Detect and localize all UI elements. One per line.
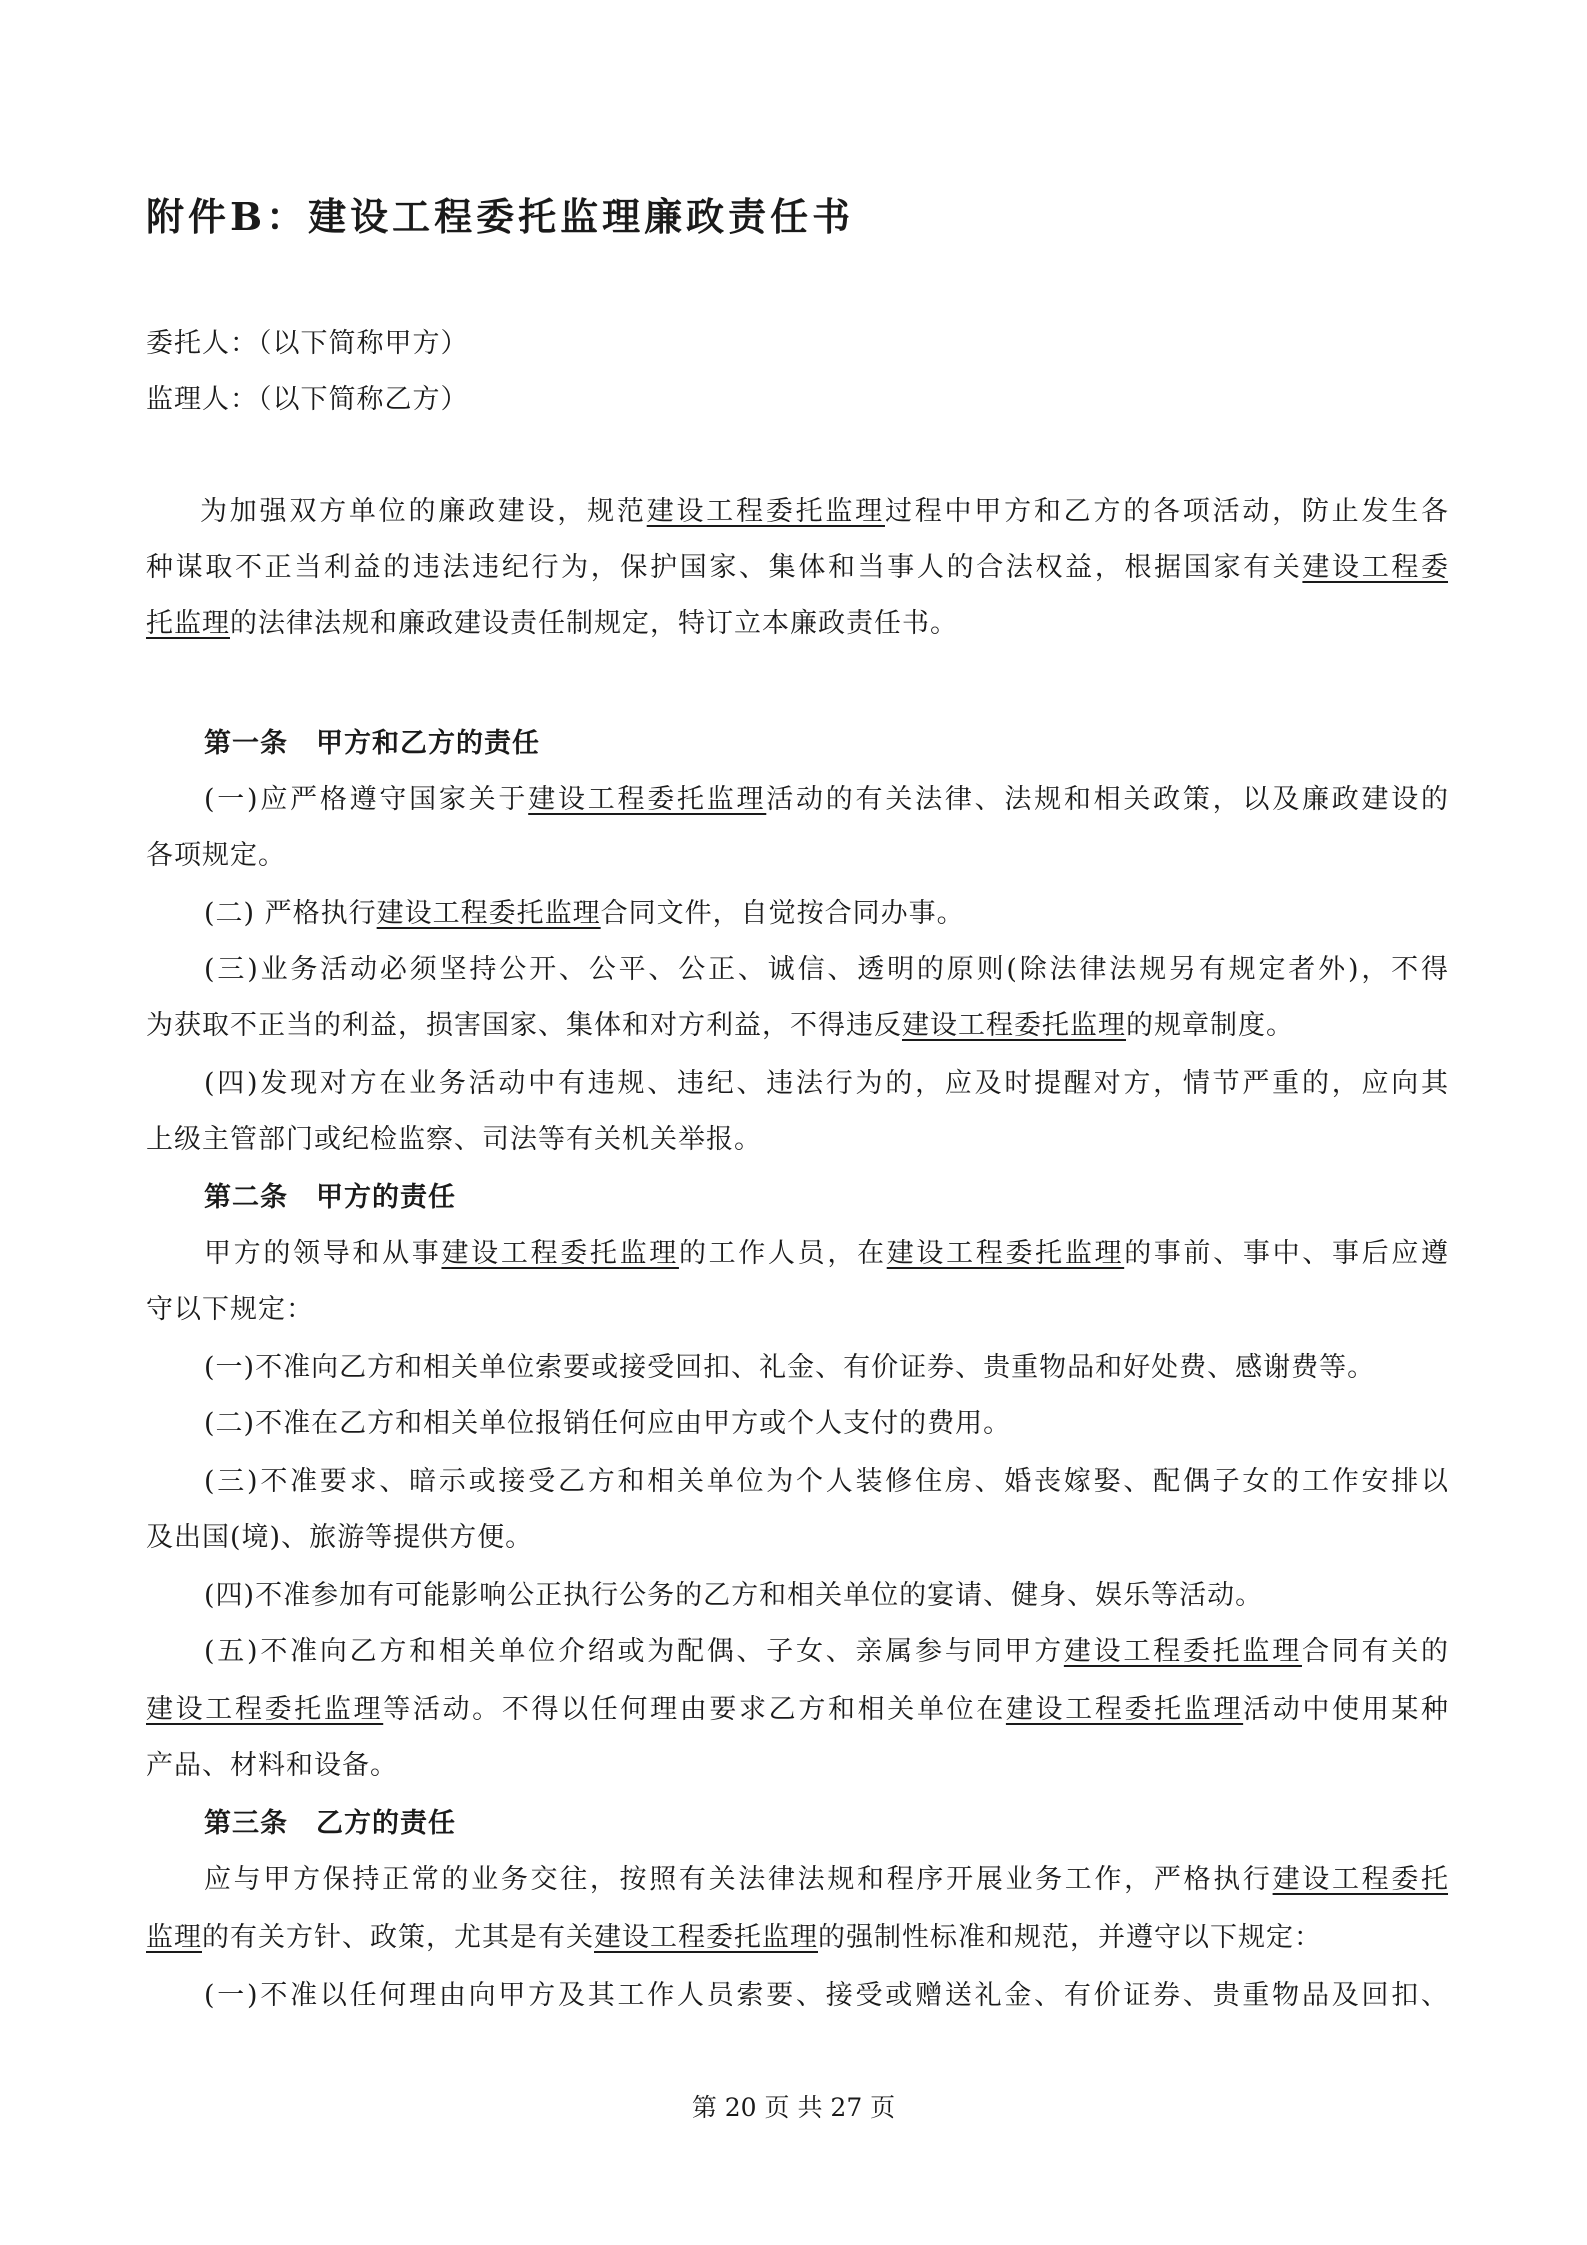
article-2-heading: 第二条 甲方的责任 — [204, 1182, 456, 1213]
article-3-heading: 第三条 乙方的责任 — [204, 1808, 456, 1839]
article-1-item-1-cont: 各项规定。 — [146, 840, 286, 871]
page-title: 附件B：建设工程委托监理廉政责任书 — [146, 194, 855, 239]
party-b-line: 监理人：（以下简称乙方） — [146, 384, 469, 415]
article-2-item-3: (三)不准要求、暗示或接受乙方和相关单位为个人装修住房、婚丧嫁娶、配偶子女的工作安排以 — [204, 1466, 1448, 1497]
article-3-intro-cont: 监理的有关方针、政策，尤其是有关建设工程委托监理的强制性标准和规范，并遵守以下规定： — [146, 1922, 1322, 1953]
party-a-line: 委托人：（以下简称甲方） — [146, 328, 469, 359]
intro-line-2: 种谋取不正当利益的违法违纪行为，保护国家、集体和当事人的合法权益，根据国家有关建设工程委 — [146, 552, 1449, 583]
article-1-item-4-cont: 上级主管部门或纪检监察、司法等有关机关举报。 — [146, 1124, 762, 1155]
article-1-item-4: (四)发现对方在业务活动中有违规、违纪、违法行为的，应及时提醒对方，情节严重的，应向其 — [204, 1068, 1448, 1099]
article-1-item-1: (一)应严格遵守国家关于建设工程委托监理活动的有关法律、法规和相关政策，以及廉政建设的 — [204, 784, 1449, 815]
article-2-item-5-cont: 建设工程委托监理等活动。不得以任何理由要求乙方和相关单位在建设工程委托监理活动中使用某种 — [146, 1694, 1449, 1725]
article-2-item-2: (二)不准在乙方和相关单位报销任何应由甲方或个人支付的费用。 — [204, 1408, 1012, 1439]
article-2-item-5-end: 产品、材料和设备。 — [146, 1750, 398, 1781]
article-3-intro: 应与甲方保持正常的业务交往，按照有关法律法规和程序开展业务工作，严格执行建设工程委托 — [204, 1864, 1449, 1895]
article-2-item-3-cont: 及出国(境)、旅游等提供方便。 — [146, 1522, 534, 1553]
intro-line-1: 为加强双方单位的廉政建设，规范建设工程委托监理过程中甲方和乙方的各项活动，防止发生各 — [200, 496, 1449, 527]
article-3-item-1: (一)不准以任何理由向甲方及其工作人员索要、接受或赠送礼金、有价证券、贵重物品及回扣、 — [204, 1980, 1448, 2011]
article-1-item-2: (二) 严格执行建设工程委托监理合同文件，自觉按合同办事。 — [204, 898, 965, 929]
article-1-heading: 第一条 甲方和乙方的责任 — [204, 728, 540, 759]
article-2-item-5: (五)不准向乙方和相关单位介绍或为配偶、子女、亲属参与同甲方建设工程委托监理合同有关的 — [204, 1636, 1449, 1667]
article-2-intro: 甲方的领导和从事建设工程委托监理的工作人员，在建设工程委托监理的事前、事中、事后应遵 — [204, 1238, 1449, 1269]
intro-line-3: 托监理的法律法规和廉政建设责任制规定，特订立本廉政责任书。 — [146, 608, 958, 639]
page-number-footer: 第 20 页 共 27 页 — [691, 2093, 896, 2122]
article-2-item-1: (一)不准向乙方和相关单位索要或接受回扣、礼金、有价证券、贵重物品和好处费、感谢费等。 — [204, 1352, 1376, 1383]
article-1-item-3-cont: 为获取不正当的利益，损害国家、集体和对方利益，不得违反建设工程委托监理的规章制度。 — [146, 1010, 1294, 1041]
article-1-item-3: (三)业务活动必须坚持公开、公平、公正、诚信、透明的原则(除法律法规另有规定者外)，不得 — [204, 954, 1448, 985]
article-2-intro-cont: 守以下规定： — [146, 1294, 314, 1325]
article-2-item-4: (四)不准参加有可能影响公正执行公务的乙方和相关单位的宴请、健身、娱乐等活动。 — [204, 1580, 1264, 1611]
